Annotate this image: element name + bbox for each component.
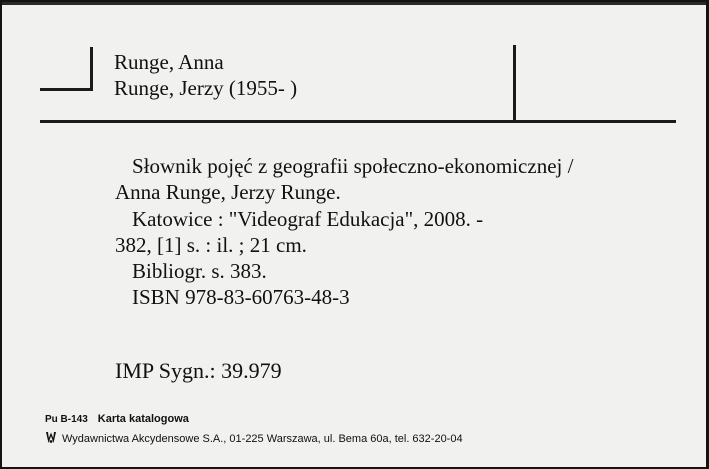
heading-vertical-rule: [513, 45, 516, 123]
added-entry-author: Runge, Jerzy (1955- ): [114, 76, 298, 100]
printer-info: [45, 431, 463, 446]
printer-text: Wydawnictwa Akcydensowe S.A., 01-225 Warszawa, ul. Bema 60a, tel. 632-20-04: [62, 433, 463, 445]
form-code: Pu B-143: [45, 414, 88, 425]
bibliography-note: Bibliogr. s. 383.: [132, 259, 267, 283]
heading-horizontal-rule: [40, 120, 676, 123]
printer-logo-icon: [45, 431, 57, 444]
call-number: IMP Sygn.: 39.979: [115, 358, 282, 383]
corner-mark-horizontal: [40, 88, 93, 91]
catalog-card: [2, 2, 706, 467]
form-info: [45, 413, 189, 426]
title-statement: Słownik pojęć z geografii społeczno-ekonomicznej /: [132, 154, 574, 178]
corner-mark-vertical: [90, 47, 93, 91]
isbn: ISBN 978-83-60763-48-3: [132, 285, 350, 309]
responsibility-statement: Anna Runge, Jerzy Runge.: [115, 180, 341, 204]
main-entry-author: Runge, Anna: [114, 50, 224, 74]
publication-statement: Katowice : "Videograf Edukacja", 2008. -: [132, 207, 484, 231]
card-top-edge: [2, 2, 706, 5]
physical-description: 382, [1] s. : il. ; 21 cm.: [115, 233, 307, 257]
form-title: Karta katalogowa: [97, 413, 189, 425]
